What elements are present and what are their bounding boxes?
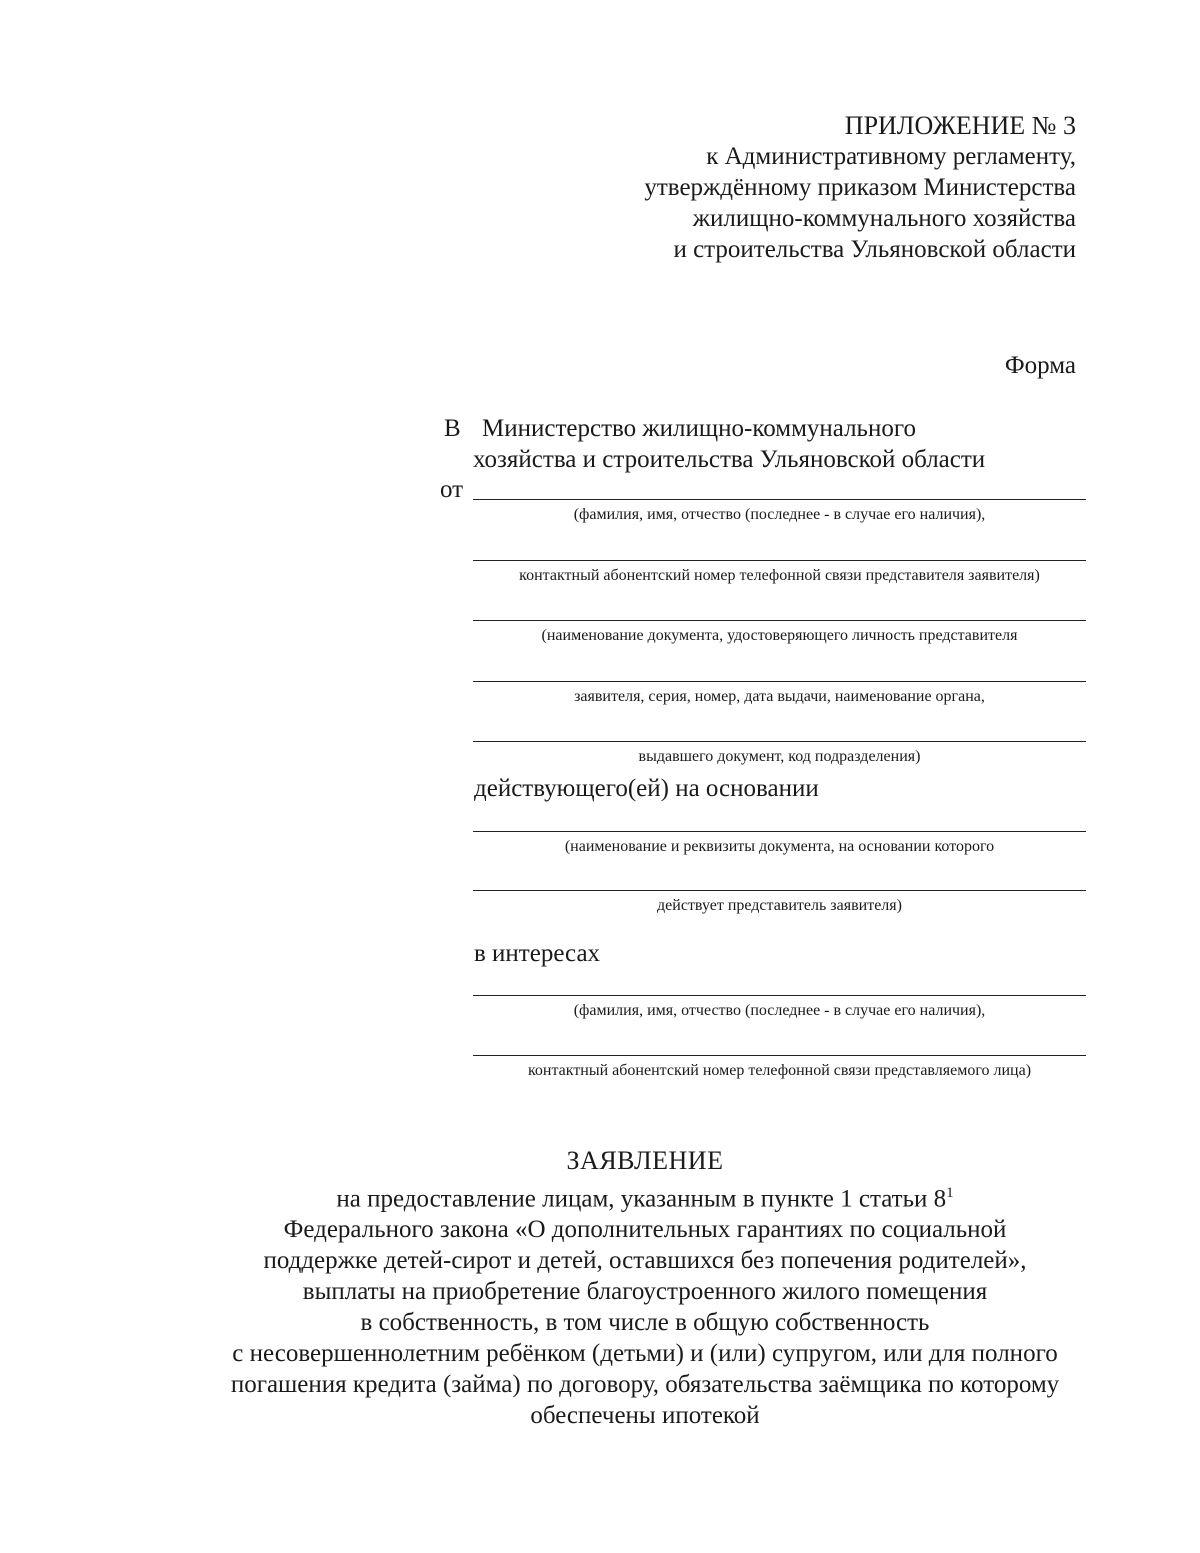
statement-line: погашения кредита (займа) по договору, обязательства заёмщика по которому (230, 1371, 1060, 1399)
basis-document-field[interactable]: (наименование и реквизиты документа, на основании которого (473, 831, 1086, 856)
annex-number: ПРИЛОЖЕНИЕ № 3 (844, 111, 1076, 140)
statement-line: поддержке детей-сирот и детей, оставшихся без попечения родителей», (263, 1247, 1027, 1275)
statement-title: ЗАЯВЛЕНИЕ (566, 1146, 724, 1175)
represented-name-field[interactable]: (фамилия, имя, отчество (последнее - в случае его наличия), (473, 995, 1086, 1020)
id-document-details-field[interactable]: заявителя, серия, номер, дата выдачи, наименование органа, (473, 681, 1086, 706)
statement-line: выплаты на приобретение благоустроенного жилого помещения (302, 1278, 988, 1306)
article-superscript: 1 (946, 1185, 954, 1201)
from-label: от (440, 476, 464, 503)
statement-line: на предоставление лицам, указанным в пункте 1 статьи $8^1$ (336, 1185, 954, 1213)
statement-line: обеспечены ипотекой (530, 1402, 760, 1430)
statement-block (0, 1145, 1200, 1431)
acting-basis-label: действующего(ей) на основании (474, 775, 819, 802)
annex-header (644, 110, 1076, 265)
addressee-line: Министерство жилищно-коммунального (482, 415, 916, 442)
addressee (444, 413, 985, 475)
id-document-field[interactable]: (наименование документа, удостоверяющего личность представителя (473, 620, 1086, 645)
statement-line: в собственность, в том числе в общую собственность (360, 1309, 930, 1337)
represented-phone-field[interactable]: контактный абонентский номер телефонной связи представляемого лица) (473, 1055, 1086, 1080)
annex-line: жилищно-коммунального хозяйства (692, 205, 1076, 232)
representative-phone-field[interactable]: контактный абонентский номер телефонной связи представителя заявителя) (473, 560, 1086, 585)
applicant-name-field[interactable]: (фамилия, имя, отчество (последнее - в случае его наличия), (473, 499, 1086, 524)
annex-line: к Административному регламенту, (706, 143, 1076, 170)
interests-label: в интересах (474, 940, 601, 967)
form-label: Форма (1004, 352, 1076, 379)
statement-line: Федерального закона «О дополнительных гарантиях по социальной (283, 1216, 1007, 1244)
basis-document-details-field[interactable]: действует представитель заявителя) (473, 890, 1086, 915)
statement-line: с несовершеннолетним ребёнком (детьми) и (или) супругом, или для полного (232, 1340, 1058, 1368)
annex-line: и строительства Ульяновской области (673, 236, 1076, 263)
issuing-authority-field[interactable]: выдавшего документ, код подразделения) (473, 741, 1086, 766)
addressee-line: хозяйства и строительства Ульяновской области (473, 446, 986, 473)
annex-line: утверждённому приказом Министерства (644, 174, 1076, 201)
addressee-prefix: В (444, 415, 461, 442)
